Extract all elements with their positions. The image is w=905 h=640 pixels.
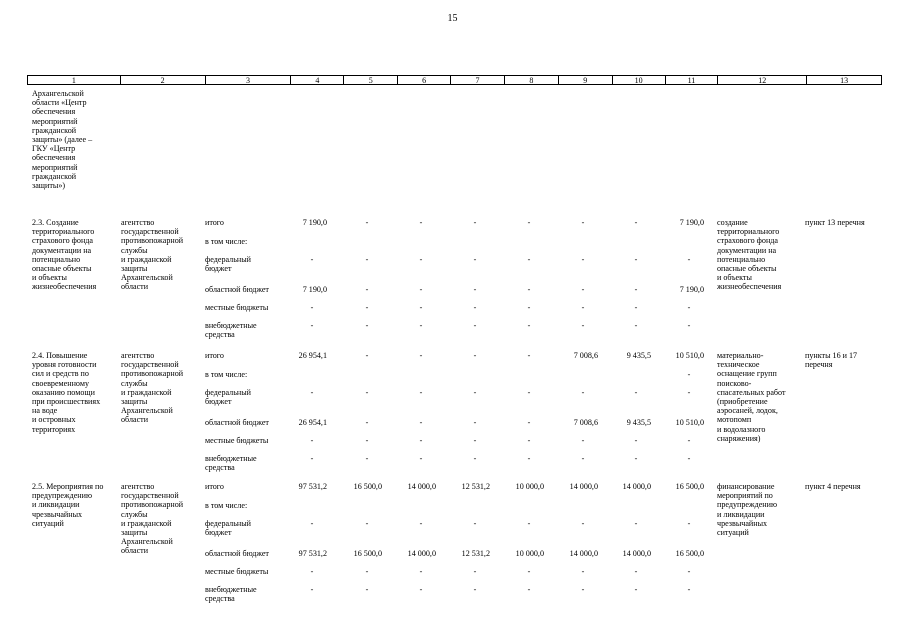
table-cell-value: -	[310, 585, 314, 594]
executor-name: агентство государственной противопожарной службы и гражданской защиты Архангельской области	[121, 218, 184, 292]
table-cell-value: -	[634, 585, 638, 594]
measure-name: 2.4. Повышение уровня готовности сил и средств по своевременному оказанию помощи при происшествиях на воде и островных территориях	[32, 351, 101, 434]
table-cell-value: -	[473, 585, 477, 594]
table-cell-value: -	[310, 519, 314, 528]
table-cell-value: -	[581, 436, 585, 445]
funding-source: областной бюджет	[205, 549, 269, 558]
table-cell-value: -	[581, 585, 585, 594]
table-cell-value: -	[581, 285, 585, 294]
table-cell-value: -	[581, 218, 585, 227]
table-cell-value: -	[365, 519, 369, 528]
column-number: 6	[398, 76, 451, 84]
table-cell-value: -	[365, 388, 369, 397]
table-cell-value: -	[687, 388, 691, 397]
table-cell-value: -	[634, 519, 638, 528]
table-cell-value: 7 190,0	[679, 218, 704, 227]
reference-text: пункт 4 перечня	[805, 482, 861, 491]
measure-name: 2.3. Создание территориального страхового фонда документации на потенциально опасные объекты и объекты жизнеобеспечения	[32, 218, 97, 292]
table-cell-value: 14 000,0	[569, 549, 598, 558]
table-cell-value: 26 954,1	[298, 418, 327, 427]
intro-text: Архангельской области «Центр обеспечения мероприятий гражданской защиты» (далее – ГКУ «Центр обеспечения мероприятий гражданской защиты»)	[32, 89, 93, 191]
table-cell-value: -	[527, 436, 531, 445]
table-cell-value: 10 000,0	[515, 482, 544, 491]
table-cell-value: -	[365, 255, 369, 264]
funding-source: в том числе:	[205, 237, 248, 246]
table-cell-value: -	[365, 585, 369, 594]
table-cell-value: -	[527, 585, 531, 594]
table-cell-value: -	[527, 321, 531, 330]
table-cell-value: -	[527, 519, 531, 528]
table-cell-value: -	[473, 519, 477, 528]
table-cell-value: -	[687, 321, 691, 330]
column-number-header	[27, 75, 882, 85]
executor-name: агентство государственной противопожарной службы и гражданской защиты Архангельской области	[121, 351, 184, 425]
table-cell-value: -	[473, 218, 477, 227]
table-cell-value: -	[310, 255, 314, 264]
funding-source: итого	[205, 218, 224, 227]
table-cell-value: 97 531,2	[298, 482, 327, 491]
table-cell-value: 97 531,2	[298, 549, 327, 558]
table-cell-value: -	[527, 388, 531, 397]
table-cell-value: -	[473, 454, 477, 463]
table-cell-value: -	[310, 321, 314, 330]
table-cell-value: -	[527, 303, 531, 312]
table-cell-value: -	[687, 370, 691, 379]
table-cell-value: 14 000,0	[569, 482, 598, 491]
funding-source: местные бюджеты	[205, 436, 269, 445]
funding-source: внебюджетные средства	[205, 454, 257, 473]
measure-name: 2.5. Мероприятия по предупреждению и ликвидации чрезвычайных ситуаций	[32, 482, 104, 528]
result-text: материально- техническое оснащение групп поисково- спасательных работ (приобретение аэросаней, лодок, мотопомп и водолазного снаряжения)	[717, 351, 786, 443]
column-number: 10	[613, 76, 666, 84]
funding-source: областной бюджет	[205, 418, 269, 427]
table-cell-value: -	[310, 303, 314, 312]
column-number: 3	[206, 76, 292, 84]
table-cell-value: 7 008,6	[573, 418, 598, 427]
table-cell-value: -	[527, 218, 531, 227]
table-cell-value: -	[365, 567, 369, 576]
funding-source: федеральный бюджет	[205, 388, 251, 407]
table-cell-value: -	[419, 418, 423, 427]
funding-source: в том числе:	[205, 501, 248, 510]
table-cell-value: -	[634, 303, 638, 312]
table-cell-value: -	[634, 436, 638, 445]
table-cell-value: -	[687, 255, 691, 264]
table-cell-value: -	[581, 388, 585, 397]
table-cell-value: -	[527, 567, 531, 576]
table-cell-value: -	[310, 454, 314, 463]
table-cell-value: -	[365, 454, 369, 463]
table-cell-value: 14 000,0	[622, 549, 651, 558]
table-cell-value: 10 510,0	[675, 418, 704, 427]
table-cell-value: -	[365, 285, 369, 294]
table-cell-value: -	[687, 585, 691, 594]
table-cell-value: -	[527, 418, 531, 427]
table-cell-value: -	[473, 255, 477, 264]
table-cell-value: -	[365, 436, 369, 445]
table-cell-value: -	[310, 436, 314, 445]
table-cell-value: -	[473, 436, 477, 445]
table-cell-value: -	[634, 567, 638, 576]
reference-text: пункт 13 перечня	[805, 218, 865, 227]
table-cell-value: -	[473, 351, 477, 360]
table-cell-value: -	[527, 255, 531, 264]
funding-source: местные бюджеты	[205, 567, 269, 576]
table-cell-value: -	[419, 285, 423, 294]
column-number: 8	[505, 76, 559, 84]
table-cell-value: 9 435,5	[626, 351, 651, 360]
table-cell-value: 7 008,6	[573, 351, 598, 360]
table-cell-value: -	[634, 255, 638, 264]
table-cell-value: 16 500,0	[353, 549, 382, 558]
table-cell-value: -	[687, 454, 691, 463]
column-number: 1	[28, 76, 121, 84]
table-cell-value: 7 190,0	[302, 218, 327, 227]
table-cell-value: 16 500,0	[353, 482, 382, 491]
table-cell-value: 14 000,0	[407, 549, 436, 558]
table-cell-value: -	[310, 567, 314, 576]
table-cell-value: -	[634, 388, 638, 397]
table-cell-value: -	[419, 255, 423, 264]
funding-source: итого	[205, 482, 224, 491]
funding-source: федеральный бюджет	[205, 255, 251, 274]
funding-source: итого	[205, 351, 224, 360]
table-cell-value: -	[527, 285, 531, 294]
reference-text: пункты 16 и 17 перечня	[805, 351, 858, 370]
column-number: 9	[559, 76, 613, 84]
column-number: 2	[121, 76, 206, 84]
column-number: 7	[451, 76, 505, 84]
table-cell-value: 7 190,0	[302, 285, 327, 294]
table-cell-value: -	[419, 436, 423, 445]
table-cell-value: -	[687, 567, 691, 576]
column-number: 4	[291, 76, 344, 84]
table-cell-value: -	[581, 519, 585, 528]
funding-source: областной бюджет	[205, 285, 269, 294]
column-number: 11	[666, 76, 719, 84]
table-cell-value: -	[419, 351, 423, 360]
table-cell-value: 14 000,0	[407, 482, 436, 491]
table-cell-value: -	[419, 519, 423, 528]
column-number: 12	[718, 76, 807, 84]
table-cell-value: -	[473, 321, 477, 330]
table-cell-value: -	[527, 454, 531, 463]
table-cell-value: 10 000,0	[515, 549, 544, 558]
table-cell-value: -	[581, 321, 585, 330]
table-cell-value: -	[634, 218, 638, 227]
table-cell-value: -	[365, 321, 369, 330]
table-cell-value: -	[365, 351, 369, 360]
table-cell-value: -	[419, 388, 423, 397]
column-number: 13	[840, 76, 849, 85]
table-cell-value: -	[473, 303, 477, 312]
funding-source: местные бюджеты	[205, 303, 269, 312]
table-cell-value: -	[581, 255, 585, 264]
table-cell-value: -	[473, 418, 477, 427]
table-cell-value: -	[365, 303, 369, 312]
table-cell-value: 10 510,0	[675, 351, 704, 360]
table-cell-value: -	[581, 303, 585, 312]
table-cell-value: -	[473, 567, 477, 576]
table-cell-value: -	[687, 519, 691, 528]
executor-name: агентство государственной противопожарной службы и гражданской защиты Архангельской области	[121, 482, 184, 556]
funding-source: внебюджетные средства	[205, 321, 257, 340]
table-cell-value: 12 531,2	[461, 549, 490, 558]
table-cell-value: 9 435,5	[626, 418, 651, 427]
table-cell-value: -	[419, 321, 423, 330]
table-cell-value: -	[419, 585, 423, 594]
table-cell-value: -	[581, 454, 585, 463]
table-cell-value: -	[419, 567, 423, 576]
funding-source: внебюджетные средства	[205, 585, 257, 604]
table-cell-value: 16 500,0	[675, 482, 704, 491]
funding-source: федеральный бюджет	[205, 519, 251, 538]
table-cell-value: -	[527, 351, 531, 360]
table-cell-value: -	[419, 218, 423, 227]
table-cell-value: -	[473, 285, 477, 294]
table-cell-value: -	[365, 418, 369, 427]
table-cell-value: -	[634, 454, 638, 463]
funding-source: в том числе:	[205, 370, 248, 379]
result-text: создание территориального страхового фонда документации на потенциально опасные объекты и объекты жизнеобеспечения	[717, 218, 782, 292]
table-cell-value: -	[419, 454, 423, 463]
table-cell-value: -	[473, 388, 477, 397]
table-cell-value: 26 954,1	[298, 351, 327, 360]
table-cell-value: -	[687, 436, 691, 445]
table-cell-value: -	[365, 218, 369, 227]
table-cell-value: 12 531,2	[461, 482, 490, 491]
page-number: 15	[447, 13, 458, 24]
result-text: финансирование мероприятий по предупреждению и ликвидации чрезвычайных ситуаций	[717, 482, 778, 538]
column-number: 5	[344, 76, 398, 84]
table-cell-value: 14 000,0	[622, 482, 651, 491]
table-cell-value: -	[634, 285, 638, 294]
table-cell-value: -	[310, 388, 314, 397]
table-cell-value: 7 190,0	[679, 285, 704, 294]
table-cell-value: -	[581, 567, 585, 576]
table-cell-value: -	[419, 303, 423, 312]
table-cell-value: -	[687, 303, 691, 312]
table-cell-value: 16 500,0	[675, 549, 704, 558]
table-cell-value: -	[634, 321, 638, 330]
